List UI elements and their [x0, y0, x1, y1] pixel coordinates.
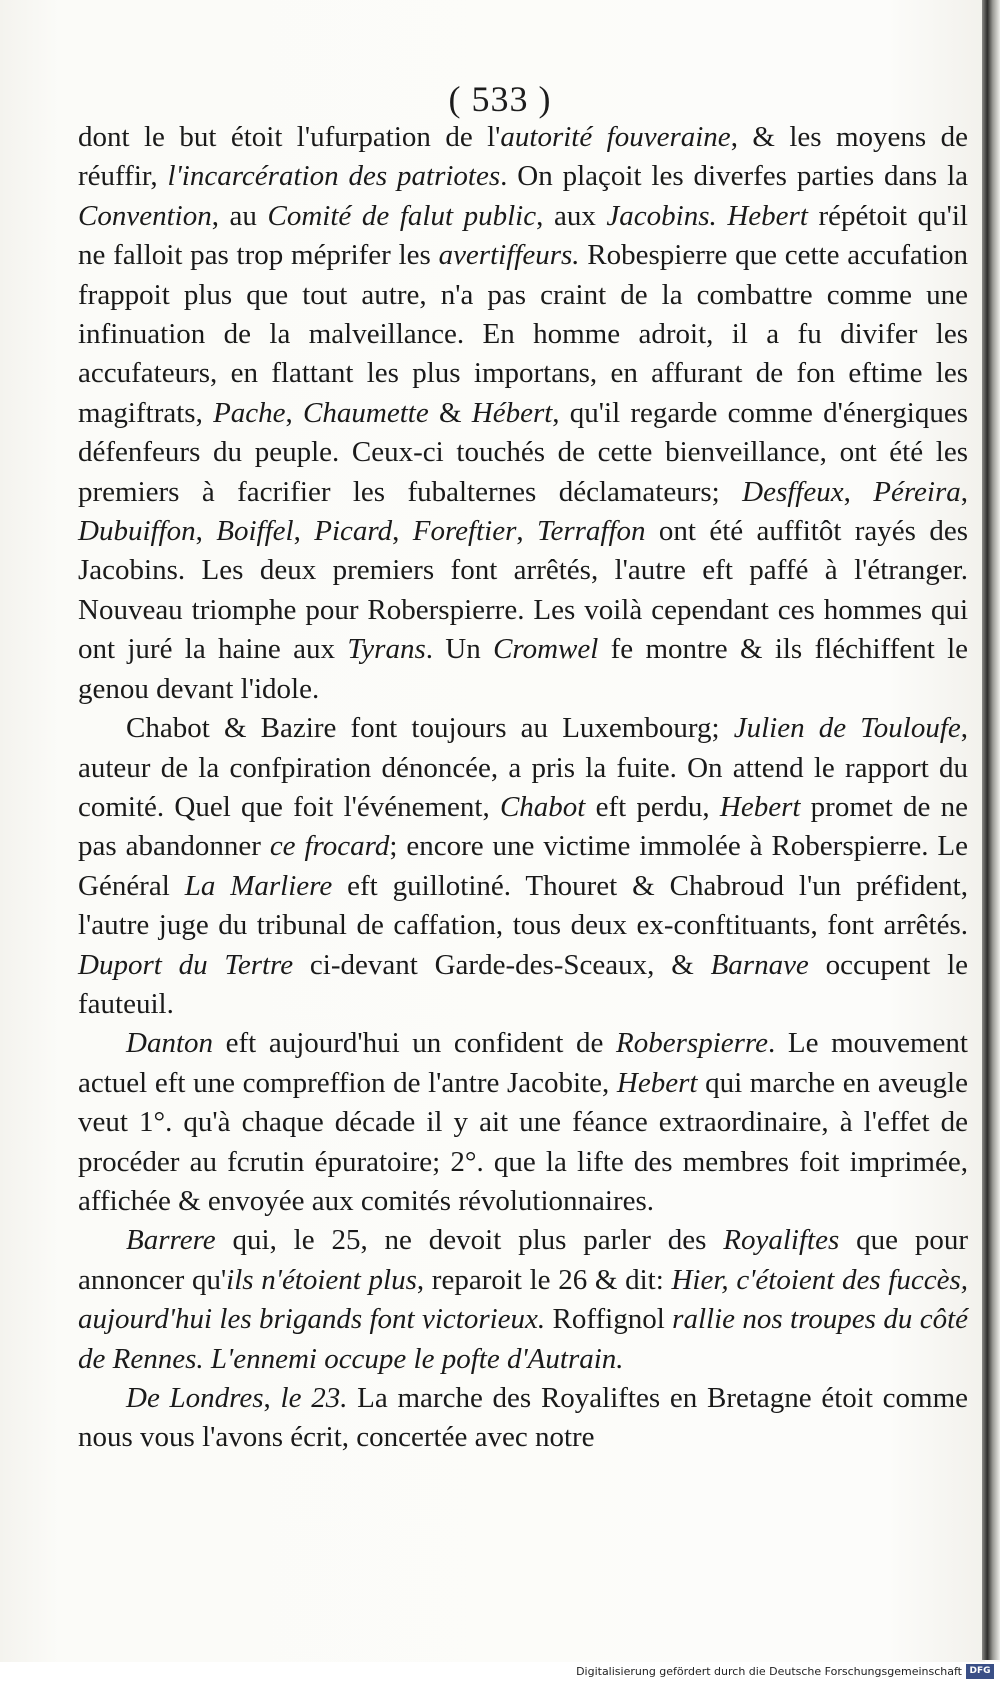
text-run: ci-devant Garde-des-Sceaux, &: [293, 948, 711, 981]
footer-credit: Digitalisierung gefördert durch die Deutsche Forschungsgemeinschaft: [576, 1665, 962, 1678]
text-run: , & les moyens de réuffir,: [78, 121, 969, 193]
italic-text-run: Pache: [213, 396, 286, 429]
text-run: fe montre & ils fléchiffent le genou devant l'idole.: [78, 633, 969, 705]
text-run: ,: [843, 475, 874, 508]
text-run: ont été auffitôt rayés des Jacobins. Les deux premiers font arrêtés, l'autre eft paffé à l'étranger. Nouveau triomphe pour Roberspierre. Les voilà cependant ces hommes qui ont juré la haine aux: [78, 515, 969, 666]
italic-text-run: Cromwel: [493, 633, 599, 666]
italic-text-run: avertiffeurs.: [438, 239, 580, 272]
text-run: , au: [211, 199, 268, 232]
italic-text-run: ce frocard: [269, 830, 390, 863]
paragraph: [78, 709, 968, 1024]
italic-text-run: Hebert: [719, 790, 801, 823]
paragraph: [78, 118, 968, 709]
page-body-text: [78, 118, 968, 1458]
text-run: occupent le fauteuil.: [78, 948, 968, 1020]
italic-text-run: Dubuiffon: [78, 515, 196, 548]
paragraph: [78, 1379, 968, 1458]
text-run: , qu'il regarde comme d'énergiques défenfeurs du peuple. Ceux-ci touchés de cette bienveillance, ont été les premiers à facrifier les fubalternes déclamateurs;: [78, 396, 968, 508]
text-run: Robespierre que cette accufation frappoit plus que tout autre, n'a pas craint de la combattre comme une infinuation de la malveillance. En homme adroit, il a fu divifer les accufateurs, en flattant les plus importans, en affurant de fon eftime les magiftrats,: [78, 239, 968, 429]
paragraph: [78, 1221, 968, 1379]
text-run: Roffignol: [545, 1303, 673, 1336]
text-run: ; encore une victime immolée à Roberspierre. Le Général: [78, 830, 969, 902]
text-run: qui, le 25, ne devoit plus parler des: [215, 1224, 724, 1257]
italic-text-run: Picard: [314, 515, 393, 548]
book-spine-edge: [982, 0, 1000, 1660]
text-run: Chabot & Bazire font toujours au Luxembourg;: [126, 712, 734, 745]
italic-text-run: ils n'étoient plus: [226, 1263, 417, 1296]
italic-text-run: rallie nos troupes du côté de Rennes. L'ennemi occupe le pofte d'Autrain.: [78, 1303, 968, 1375]
page-number: ( 533 ): [448, 79, 552, 119]
italic-text-run: le 23.: [280, 1382, 348, 1414]
italic-text-run: Péreira: [873, 475, 961, 508]
italic-text-run: La Marliere: [184, 869, 333, 902]
italic-text-run: autorité fouveraine: [500, 121, 731, 153]
text-run: , reparoit le 26 & dit:: [416, 1263, 672, 1296]
italic-text-run: Roberspierre: [616, 1027, 768, 1060]
text-run: . Le mouvement actuel eft une compreffion de l'antre Jacobite,: [78, 1027, 968, 1099]
text-run: dont le but étoit l'ufurpation de l': [78, 121, 501, 153]
italic-text-run: Duport du Tertre: [78, 948, 294, 981]
text-run: promet de ne pas abandonner: [78, 790, 969, 863]
italic-text-run: Comité de falut public: [267, 199, 537, 232]
italic-text-run: l'incarcération des patriotes: [167, 160, 501, 193]
footer-bar: [0, 1662, 1000, 1684]
italic-text-run: Chabot: [499, 790, 586, 823]
text-run: eft aujourd'hui un confident de: [213, 1027, 617, 1060]
text-run: qui marche en aveugle veut 1°. qu'à chaque décade il y ait une féance extraordinaire, à l'effet de procéder au fcrutin épuratoire; 2°. que la lifte des membres foit imprimée, affichée & envoyée aux comités révolutionnaires.: [78, 1066, 968, 1217]
text-run: ,: [960, 475, 969, 508]
italic-text-run: Barrere: [126, 1224, 216, 1257]
text-run: . Un: [425, 633, 494, 666]
text-run: ,: [293, 515, 315, 548]
text-run: eft guillotiné. Thouret & Chabroud l'un préfident, l'autre juge du tribunal de caffation, tous deux ex-conftituants, font arrêtés.: [78, 869, 968, 942]
text-run: ,: [263, 1382, 281, 1414]
italic-text-run: Boiffel: [216, 515, 294, 548]
italic-text-run: Royaliftes: [723, 1224, 840, 1257]
text-run: ,: [392, 515, 413, 548]
text-run: ,: [195, 515, 217, 548]
italic-text-run: Jacobins. Hebert: [606, 199, 808, 232]
text-run: eft perdu,: [585, 790, 720, 823]
text-run: La marche des Royaliftes en Bretagne étoit comme nous vous l'avons écrit, concertée avec notre: [78, 1382, 969, 1454]
italic-text-run: Tyrans: [347, 633, 426, 666]
text-run: . On plaçoit les diverfes parties dans la: [500, 160, 969, 193]
italic-text-run: Hier, c'étoient des fuccès, aujourd'hui les brigands font victorieux.: [78, 1263, 969, 1336]
text-run: ,: [285, 396, 304, 429]
text-run: &: [428, 396, 472, 429]
italic-text-run: Foreftier: [412, 515, 517, 548]
text-run: , aux: [536, 199, 607, 232]
italic-text-run: De Londres: [126, 1382, 264, 1414]
italic-text-run: Danton: [126, 1027, 213, 1060]
italic-text-run: Desffeux: [742, 475, 844, 508]
italic-text-run: Barnave: [710, 948, 809, 981]
text-run: ,: [516, 515, 537, 548]
italic-text-run: Hébert: [471, 396, 553, 429]
italic-text-run: Convention: [78, 199, 212, 232]
text-run: , auteur de la confpiration dénoncée, a pris la fuite. On attend le rapport du comité. Quel que foit l'événement,: [78, 712, 969, 823]
text-run: répétoit qu'il ne falloit pas trop méprifer les: [78, 199, 968, 272]
italic-text-run: Terraffon: [537, 515, 646, 548]
italic-text-run: Chaumette: [303, 396, 429, 429]
italic-text-run: Hebert: [616, 1066, 698, 1099]
paragraph: [78, 1024, 968, 1221]
dfg-logo: DFG: [966, 1664, 994, 1679]
text-run: que pour annoncer qu': [78, 1224, 968, 1296]
italic-text-run: Julien de Touloufe: [733, 712, 961, 745]
